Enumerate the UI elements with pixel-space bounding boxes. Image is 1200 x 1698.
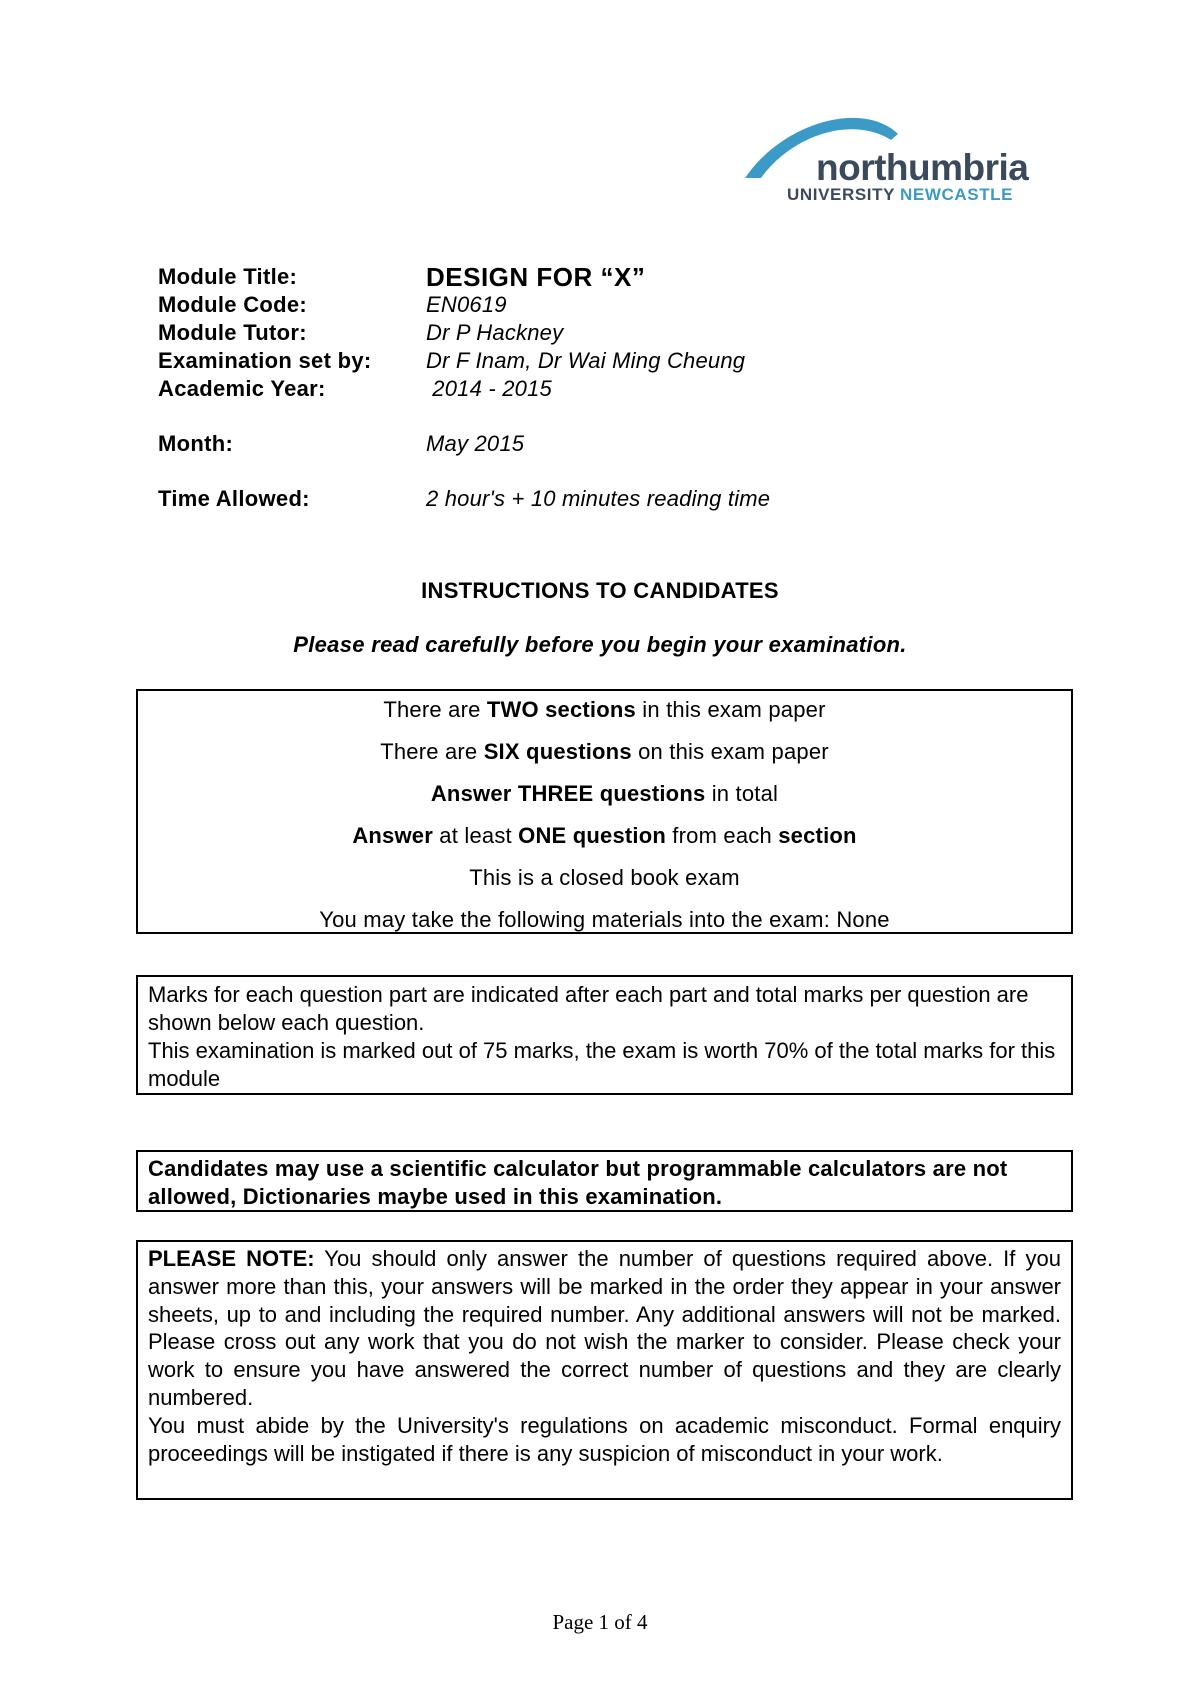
rule-answer-three: Answer THREE questions in total bbox=[430, 781, 779, 806]
academic-year-value: 2014 - 2015 bbox=[426, 376, 552, 401]
note-label: PLEASE NOTE: bbox=[148, 1246, 315, 1271]
module-code-label: Module Code: bbox=[158, 292, 308, 317]
note-paragraph-2: You must abide by the University's regulations on academic misconduct. Formal enquiry proceedings will be instigated if there is any suspicion of misconduct in your work. bbox=[148, 1412, 1061, 1466]
exam-rules-box bbox=[136, 689, 1073, 934]
time-allowed-row bbox=[158, 485, 770, 513]
month-label: Month: bbox=[158, 431, 234, 456]
marks-text-1: Marks for each question part are indicated after each part and total marks per question are shown below each question. bbox=[148, 982, 1029, 1035]
module-tutor-value: Dr P Hackney bbox=[426, 320, 564, 345]
module-title-label: Module Title: bbox=[158, 264, 298, 289]
logo-wordmark: northumbria bbox=[816, 147, 1029, 188]
please-note-box bbox=[136, 1240, 1073, 1500]
time-allowed-label: Time Allowed: bbox=[158, 486, 310, 511]
month-value: May 2015 bbox=[426, 431, 525, 456]
marks-text-2: This examination is marked out of 75 marks, the exam is worth 70% of the total marks for this module bbox=[148, 1038, 1056, 1091]
rule-closed-book: This is a closed book exam bbox=[469, 865, 740, 890]
note-text-1: You should only answer the number of questions required above. If you answer more than this, your answers will be marked in the order they appear in your answer sheets, up to and including the required number. Any additional answers will not be marked. Please cross out any work that you do not wish the marker to consider. Please check your work to ensure you have answered the correct number of questions and they are clearly numbered. bbox=[148, 1246, 1061, 1410]
rule-questions: There are SIX questions on this exam paper bbox=[380, 739, 829, 764]
instructions-heading: INSTRUCTIONS TO CANDIDATES bbox=[421, 578, 779, 603]
time-allowed-value: 2 hour's + 10 minutes reading time bbox=[426, 486, 771, 511]
logo-subtitle bbox=[787, 185, 1013, 205]
rule-materials: You may take the following materials into the exam: None bbox=[319, 907, 890, 932]
logo-university: UNIVERSITY bbox=[787, 185, 895, 204]
module-details bbox=[158, 263, 770, 513]
module-title-row bbox=[158, 263, 770, 291]
note-paragraph-1 bbox=[148, 1245, 1061, 1412]
academic-year-label: Academic Year: bbox=[158, 376, 326, 401]
module-title-value: DESIGN FOR “X” bbox=[426, 262, 646, 292]
calculator-box bbox=[136, 1150, 1073, 1212]
module-tutor-label: Module Tutor: bbox=[158, 320, 307, 345]
academic-year-row bbox=[158, 375, 770, 403]
rule-sections: There are TWO sections in this exam paper bbox=[383, 697, 826, 722]
month-row bbox=[158, 430, 770, 458]
marks-box bbox=[136, 975, 1073, 1095]
examination-set-by-label: Examination set by: bbox=[158, 348, 372, 373]
rule-answer-each-section: Answer at least ONE question from each section bbox=[352, 823, 857, 848]
page-number: Page 1 of 4 bbox=[552, 1610, 648, 1634]
examination-set-by-row bbox=[158, 347, 770, 375]
module-tutor-row bbox=[158, 319, 770, 347]
module-code-value: EN0619 bbox=[426, 292, 507, 317]
logo-city: NEWCASTLE bbox=[900, 185, 1014, 204]
examination-set-by-value: Dr F Inam, Dr Wai Ming Cheung bbox=[426, 348, 746, 373]
calculator-text: Candidates may use a scientific calculator but programmable calculators are not allowed, Dictionaries maybe used in this examination. bbox=[148, 1156, 1008, 1209]
northumbria-logo bbox=[743, 112, 1063, 212]
instructions-subheading: Please read carefully before you begin your examination. bbox=[293, 632, 907, 657]
module-code-row bbox=[158, 291, 770, 319]
